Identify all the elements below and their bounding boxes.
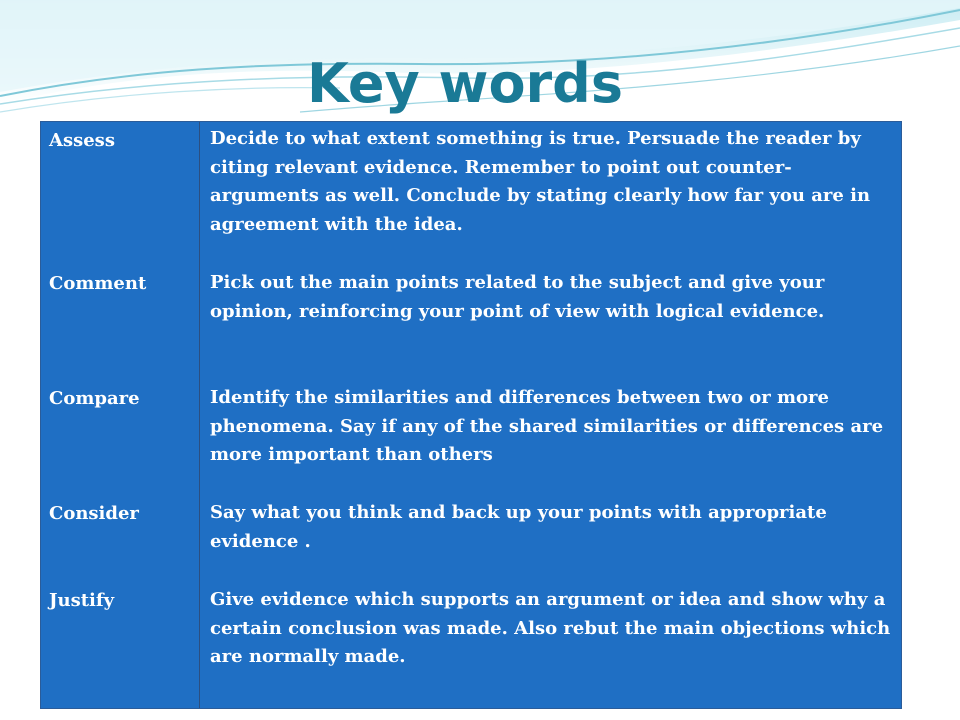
definition-justify: Give evidence which supports an argument or idea and show why a certain conclusion was made. Also rebut the main objections which are normally made.: [210, 589, 891, 667]
term-assess: Assess: [49, 130, 115, 151]
term-compare: Compare: [49, 388, 140, 409]
definition-assess: Decide to what extent something is true. Persuade the reader by citing relevant evidence. Remember to point out counter-arguments as well. Conclude by stating clearly how far you are in agreement with the idea.: [210, 128, 871, 235]
slide-title: Key words: [307, 52, 623, 115]
column-divider: [199, 122, 200, 708]
definition-comment: Pick out the main points related to the subject and give your opinion, reinforcing your point of view with logical evidence.: [210, 272, 825, 322]
term-consider: Consider: [49, 503, 139, 524]
definition-compare: Identify the similarities and differences between two or more phenomena. Say if any of the shared similarities or differences are more important than others: [210, 387, 884, 465]
key-words-table: [40, 121, 902, 709]
definition-consider: Say what you think and back up your points with appropriate evidence .: [210, 502, 827, 552]
term-justify: Justify: [49, 590, 115, 611]
term-comment: Comment: [49, 273, 147, 294]
